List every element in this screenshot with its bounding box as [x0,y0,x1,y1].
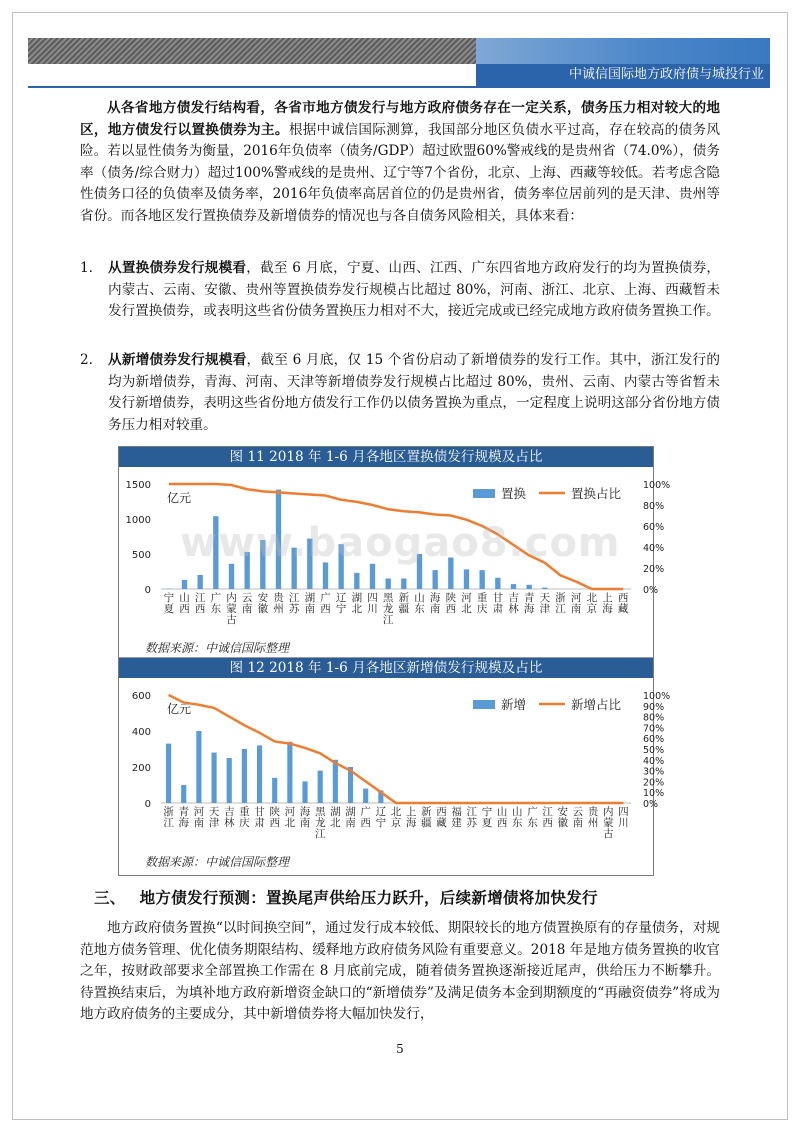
legend-swatch-bar [473,489,495,498]
bar [527,585,532,589]
figure-box [118,446,671,876]
category-label: 海南 [299,806,311,829]
figure-12-source: 数据来源：中诚信国际整理 [145,855,290,869]
category-label: 重庆 [239,806,250,829]
bar [229,564,234,589]
category-label: 甘肃 [254,806,265,829]
y-tick-label: 0 [144,585,151,596]
y-tick-label: 200 [131,763,151,774]
header-title: 中诚信国际地方政府债与城投行业 [568,67,764,82]
category-label: 江苏 [288,592,300,615]
category-label: 陕西 [445,592,457,615]
ratio-line [169,695,624,803]
category-label: 四川 [367,592,378,615]
y2-tick-label: 10% [643,788,665,800]
bar [257,745,262,803]
list-item-text: ，截至 6 月底，仅 15 个省份启动了新增债券的发行工作。其中，浙江发行的均为新增债券，青海、河南、天津等新增债券发行规模占比超过 80%，贵州、云南、内蒙古等省暂未发行新增债券，表明这些省份地方债发行工作仍以债务置换为重点，一定程度上说明这部分省份地方债务压力相对较重。 [108,352,721,433]
figure-11-title: 图 11 2018 年 1-6 月各地区置换债发行规模及占比 [119,447,653,467]
y-axis-unit-label: 亿元 [167,491,192,505]
legend-label: 新增占比 [571,697,622,712]
category-label: 青海 [523,592,535,615]
category-label: 北京 [586,592,598,615]
category-label: 湖北 [330,806,341,829]
category-label: 贵州 [587,806,599,829]
category-label: 内蒙古 [603,806,614,840]
category-label: 西藏 [617,592,629,615]
category-label: 湖南 [304,592,316,615]
bar [166,744,171,803]
bar [333,760,338,803]
category-label: 黑龙江 [314,806,326,840]
bar [181,785,186,803]
category-label: 西藏 [436,806,447,829]
category-label: 云南 [241,592,253,615]
list-item-1 [80,258,720,323]
category-label: 河北 [461,592,472,615]
bar [272,778,277,803]
category-label: 重庆 [476,592,488,615]
bar [464,569,469,589]
header-rule [28,86,770,88]
y-tick-label: 1000 [125,515,151,526]
category-label: 山东 [414,592,425,615]
list-item-bold: 从置换债券发行规模看 [108,260,247,276]
category-label: 辽宁 [375,806,387,829]
legend-swatch-bar [473,700,495,709]
y2-tick-label: 80% [643,501,665,512]
y2-tick-label: 0% [643,799,659,810]
section-number: 三、 [94,889,126,907]
section-title: 地方债发行预测：置换尾声供给压力跃升，后续新增债将加快发行 [139,889,598,907]
bar [433,570,438,589]
paragraph-intro-bold: 从各省地方债发行结构看，各省市地方债发行与地方政府债务存在一定关系，债务压力相对较大的地区，地方债发行以置换债券为主。 [80,100,720,138]
bar [211,753,216,803]
y-tick-label: 500 [131,550,151,561]
y-tick-label: 600 [131,691,151,702]
list-number: 1. [80,260,93,276]
y2-tick-label: 40% [643,543,665,554]
bar [196,731,201,803]
bar [363,789,368,803]
list-item-2 [80,350,720,436]
category-label: 宁夏 [481,806,493,829]
y2-tick-label: 20% [643,777,665,789]
y2-tick-label: 50% [643,745,665,756]
y2-tick-label: 100% [643,691,671,702]
bar [198,575,203,589]
category-label: 宁夏 [163,592,175,615]
y2-tick-label: 90% [643,701,665,713]
category-label: 新疆 [398,592,410,615]
category-label: 安徽 [257,592,269,615]
category-label: 广西 [320,592,331,615]
category-label: 云南 [572,806,584,829]
y2-tick-label: 0% [643,585,659,596]
y-tick-label: 1500 [125,480,151,491]
figure-11-source: 数据来源：中诚信国际整理 [145,641,290,655]
category-label: 浙江 [555,592,566,615]
header-blue-block [476,38,770,64]
category-label: 安徽 [557,806,569,829]
category-label: 山东 [512,806,523,829]
y-axis-unit-label: 亿元 [167,702,192,716]
y-tick-label: 400 [131,727,151,738]
section-3-heading [94,886,612,908]
bar [318,771,323,803]
category-label: 甘肃 [492,592,504,615]
paragraph-intro [80,98,720,227]
category-label: 吉林 [223,806,235,829]
y2-tick-label: 20% [643,564,665,575]
bar [302,781,307,803]
page-number: 5 [396,1042,404,1056]
category-label: 上海 [602,592,613,615]
category-label: 江西 [194,592,206,615]
paragraph-intro-text: 根据中诚信国际测算，我国部分地区负债水平过高，存在较高的债务风险。若以显性债务为衡量，2016年负债率（债务/GDP）超过欧盟60%警戒线的是贵州省（74.0%），债务率（债务/综合财力）超过100%警戒线的是贵州、辽宁等7个省份，北京、上海、西藏等较低。若考虑含隐性债务口径的负债率及债务率，2016年负债率高居首位的仍是贵州省，债务率位居前列的是天津、贵州等省份。而各地区发行置换债券及新增债券的情况也与各自债务风险相关，具体来看： [80,121,721,224]
y2-tick-label: 80% [643,712,665,724]
bar [480,570,485,589]
category-label: 黑龙江 [382,592,394,626]
bar [495,578,500,589]
category-label: 广东 [527,806,538,829]
paragraph-section3: 地方政府债务置换“以时间换空间”，通过发行成本较低、期限较长的地方债置换原有的存量债务，对规范地方债务管理、优化债务期限结构、缓释地方政府债务风险有重要意义。2018 年是地方债务置换的收官之年，按财政部要求全部置换工作需在 8 月底前完成，随着债务置换逐渐接近尾声，供给压力不断攀升。待置换结束后，为填补地方政府新增资金缺口的“新增债券”及满足债务本金到期额度的“再融资债券”将成为地方政府债务的主要成分，其中新增债券将大幅加快发行， [80,920,720,1022]
category-label: 北京 [390,806,402,829]
y2-tick-label: 60% [643,734,665,746]
bar [323,562,328,589]
figure-12-chart [119,679,671,851]
y2-tick-label: 40% [643,755,665,767]
bar [242,749,247,803]
category-label: 上海 [405,806,417,829]
y2-tick-label: 60% [643,522,665,533]
category-label: 福建 [451,806,462,829]
category-label: 新疆 [421,806,432,829]
category-label: 海南 [429,592,441,615]
category-label: 江西 [542,806,553,829]
figure-12-title: 图 12 2018 年 1-6 月各地区新增债发行规模及占比 [119,658,653,678]
category-label: 内蒙古 [226,592,237,626]
bar [354,573,359,589]
category-label: 山西 [496,806,508,829]
bar [182,580,187,589]
y2-tick-label: 100% [643,480,671,491]
list-item-bold: 从新增债券发行规模看 [108,352,247,368]
category-label: 辽宁 [335,592,347,615]
bar [370,564,375,589]
list-item-text: ，截至 6 月底，宁夏、山西、江西、广东四省地方政府发行的均为置换债券，内蒙古、云南、安徽、贵州等置换债券发行规模占比超过 80%，河南、浙江、北京、上海、西藏暂未发行置换债券，或表明这些省份债务置换压力相对不大，接近完成或已经完成地方政府债务置换工作。 [108,260,720,319]
category-label: 贵州 [273,592,284,615]
category-label: 天津 [539,592,551,615]
category-label: 江苏 [466,806,478,829]
legend-label: 置换 [501,486,527,501]
category-label: 山西 [179,592,190,615]
category-label: 浙江 [163,806,174,829]
category-label: 四川 [618,806,629,829]
y-tick-label: 0 [144,799,151,810]
category-label: 广东 [210,592,222,615]
category-label: 陕西 [269,806,280,829]
legend-label: 新增 [501,697,527,712]
category-label: 湖北 [351,592,363,615]
watermark: www.baogao8.com [180,520,621,566]
category-label: 天津 [208,806,220,829]
category-label: 吉林 [508,592,519,615]
legend-label: 置换占比 [571,486,622,501]
category-label: 河南 [193,806,205,829]
category-label: 河南 [570,592,582,615]
bar [227,758,232,803]
y2-tick-label: 30% [643,766,665,778]
bar [511,584,516,589]
list-number: 2. [80,352,93,368]
category-label: 广西 [360,806,371,829]
category-label: 河北 [284,806,296,829]
bar [386,579,391,590]
y2-tick-label: 70% [643,723,665,735]
bar [542,588,547,589]
category-label: 湖南 [345,806,356,829]
category-label: 青海 [178,806,189,829]
bar [401,579,406,590]
bar [287,742,292,803]
